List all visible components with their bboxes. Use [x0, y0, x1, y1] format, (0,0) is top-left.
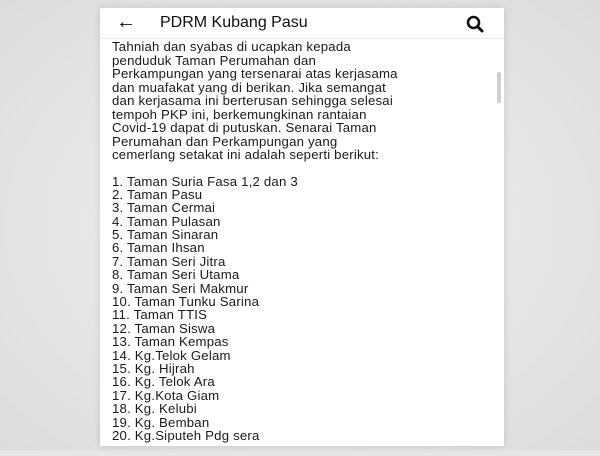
list-item: 10. Taman Tunku Sarina [112, 294, 260, 310]
list-item: 7. Taman Seri Jitra [112, 253, 226, 269]
list-item: 2. Taman Pasu [112, 186, 203, 202]
list-item: 5. Taman Sinaran [112, 227, 219, 243]
housing-list [112, 175, 492, 443]
list-item: 4. Taman Pulasan [112, 213, 221, 229]
arrow-left-icon[interactable]: ← [116, 11, 136, 33]
post-intro-text: Tahniah dan syabas di ucapkan kepada penduduk Taman Perumahan dan Perkampungan yang tersenarai atas kerjasama dan muafakat yang di berikan. Jika semangat dan kerjasama ini berterusan sehingga selesai tempoh PKP ini, berkemungkinan rantaian Covid-19 dapat di putuskan. Senarai Taman Perumahan dan Perkampungan yang cemerlang setakat ini adalah seperti berikut: [112, 39, 398, 162]
list-item: 6. Taman Ihsan [112, 240, 205, 256]
list-item: 17. Kg.Kota Giam [112, 387, 220, 403]
post-body [112, 40, 492, 456]
list-item: 9. Taman Seri Makmur [112, 280, 249, 296]
list-item: 1. Taman Suria Fasa 1,2 dan 3 [112, 173, 298, 189]
list-item: 16. Kg. Telok Ara [112, 374, 215, 390]
scrollbar[interactable] [497, 72, 501, 103]
page-title: PDRM Kubang Pasu [160, 14, 308, 31]
list-item: 12. Taman Siswa [112, 320, 216, 336]
list-item: 14. Kg.Telok Gelam [112, 347, 231, 363]
list-item: 19. Kg. Bemban [112, 414, 210, 430]
search-icon[interactable] [466, 15, 484, 33]
app-header [100, 8, 504, 39]
list-item: 8. Taman Seri Utama [112, 267, 240, 283]
post-panel [100, 8, 504, 446]
list-item: 11. Taman TTIS [112, 307, 208, 323]
list-item: 3. Taman Cermai [112, 200, 216, 216]
list-item: 15. Kg. Hijrah [112, 360, 195, 376]
list-item: 20. Kg.Siputeh Pdg sera [112, 427, 260, 443]
list-item: 18. Kg. Kelubi [112, 401, 197, 417]
list-item: 13. Taman Kempas [112, 334, 229, 350]
